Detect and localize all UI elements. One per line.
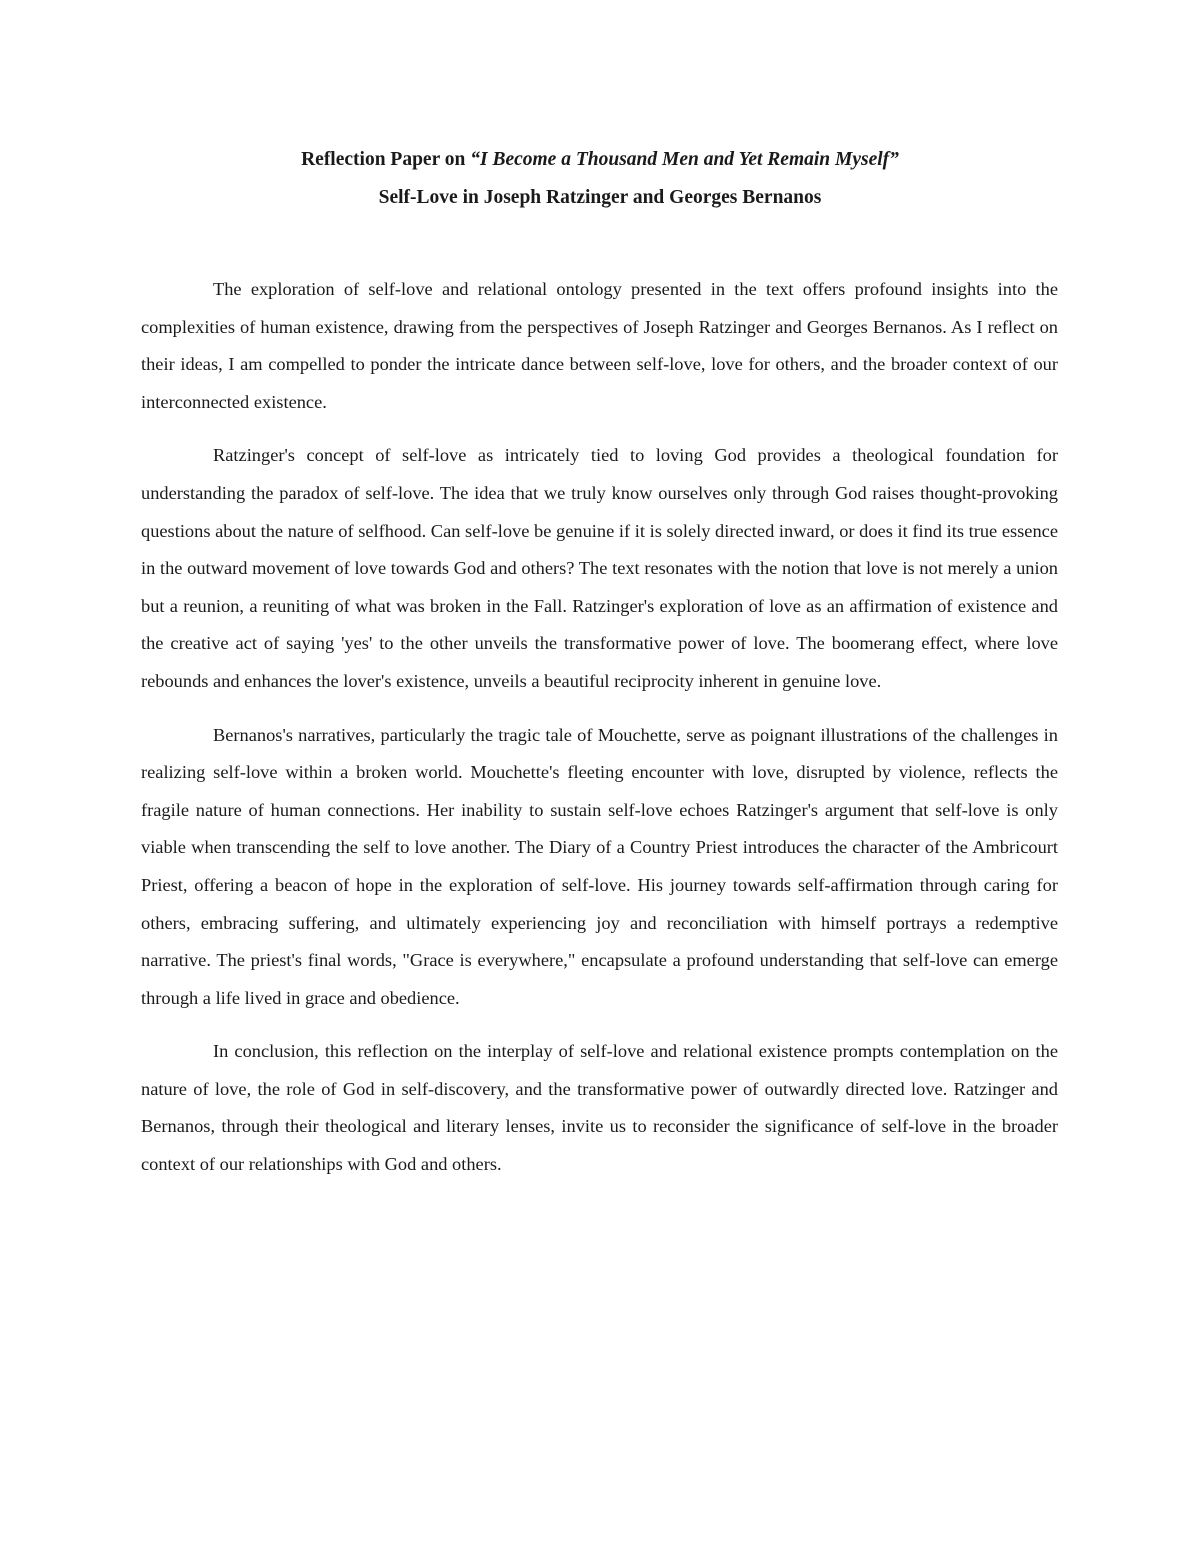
title-italic-work: “I Become a Thousand Men and Yet Remain Myself” <box>470 149 899 170</box>
title-block <box>140 141 1060 217</box>
page-title <box>140 141 1060 179</box>
paragraph-ratzinger: Ratzinger's concept of self-love as intricately tied to loving God provides a theological foundation for understanding the paradox of self-love. The idea that we truly know ourselves only through God raises thought-provoking questions about the nature of selfhood. Can self-love be genuine if it is solely directed inward, or does it find its true essence in the outward movement of love towards God and others? The text resonates with the notion that love is not merely a union but a reunion, a reuniting of what was broken in the Fall. Ratzinger's exploration of love as an affirmation of existence and the creative act of saying 'yes' to the other unveils the transformative power of love. The boomerang effect, where love rebounds and enhances the lover's existence, unveils a beautiful reciprocity inherent in genuine love. <box>141 445 1058 691</box>
body-text <box>141 271 1058 1184</box>
title-prefix: Reflection Paper on <box>301 149 471 170</box>
paragraph-introduction: The exploration of self-love and relational ontology presented in the text offers profound insights into the complexities of human existence, drawing from the perspectives of Joseph Ratzinger and Georges Bernanos. As I reflect on their ideas, I am compelled to ponder the intricate dance between self-love, love for others, and the broader context of our interconnected existence. <box>141 279 1058 412</box>
paragraph-conclusion: In conclusion, this reflection on the interplay of self-love and relational existence prompts contemplation on the nature of love, the role of God in self-discovery, and the transformative power of outwardly directed love. Ratzinger and Bernanos, through their theological and literary lenses, invite us to reconsider the significance of self-love in the broader context of our relationships with God and others. <box>141 1041 1058 1175</box>
page-subtitle: Self-Love in Joseph Ratzinger and Georges Bernanos <box>378 187 822 208</box>
paragraph-bernanos: Bernanos's narratives, particularly the tragic tale of Mouchette, serve as poignant illustrations of the challenges in realizing self-love within a broken world. Mouchette's fleeting encounter with love, disrupted by violence, reflects the fragile nature of human connections. Her inability to sustain self-love echoes Ratzinger's argument that self-love is only viable when transcending the self to love another. The Diary of a Country Priest introduces the character of the Ambricourt Priest, offering a beacon of hope in the exploration of self-love. His journey towards self-affirmation through caring for others, embracing suffering, and ultimately experiencing joy and reconciliation with himself portrays a redemptive narrative. The priest's final words, "Grace is everywhere," encapsulate a profound understanding that self-love can emerge through a life lived in grace and obedience. <box>141 724 1058 1008</box>
